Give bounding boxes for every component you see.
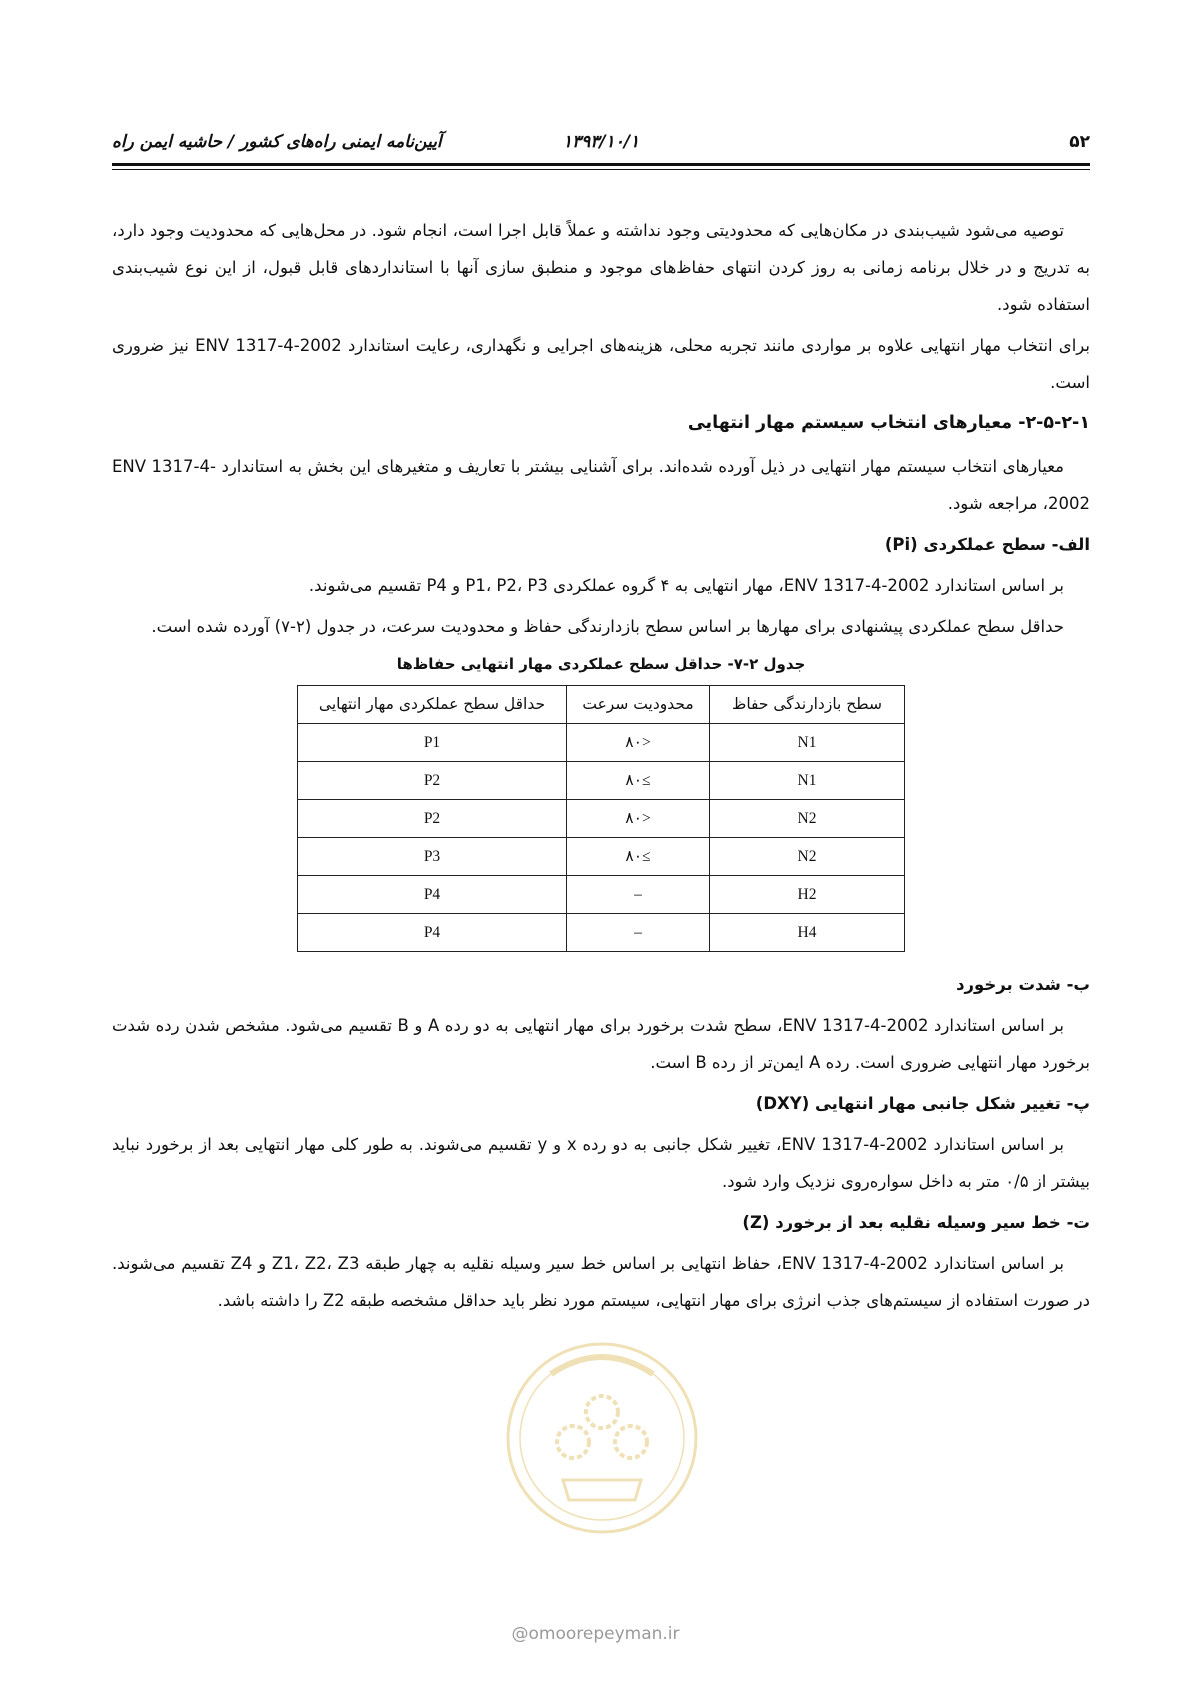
table-row (298, 800, 905, 838)
subheading-alef: الف- سطح عملکردی (Pi) (884, 535, 1090, 554)
paragraph: بر اساس استاندارد ENV 1317-4-2002، سطح شدت برخورد برای مهار انتهایی به دو رده A و B تقسیم می‌شود. مشخص شدن رده شدت برخورد مهار انتهایی ضروری است. رده A ایمن‌تر از رده B است. (112, 1016, 1090, 1072)
paragraph: حداقل سطح عملکردی پیشنهادی برای مهارها بر اساس سطح بازدارندگی حفاظ و محدودیت سرعت، در جدول (۲-۷) آورده شده است. (151, 617, 1064, 636)
table-cell: P2 (298, 800, 567, 838)
paragraph: برای انتخاب مهار انتهایی علاوه بر مواردی مانند تجربه محلی، هزینه‌های اجرایی و نگهداری، رعایت استاندارد ENV 1317-4-2002 نیز ضروری است. (112, 336, 1090, 392)
paragraph: بر اساس استاندارد ENV 1317-4-2002، مهار انتهایی به ۴ گروه عملکردی P1، P2، P3 و P4 تقسیم می‌شوند. (308, 576, 1064, 595)
watermark-seal-icon (503, 1330, 701, 1560)
table-cell: H2 (710, 876, 905, 914)
table-header-row (298, 686, 905, 724)
table-row (298, 876, 905, 914)
table-row (298, 724, 905, 762)
performance-level-table (297, 685, 905, 952)
section-heading: ۲-۵-۲-۱- معیارهای انتخاب سیستم مهار انتهایی (687, 413, 1090, 433)
table-row (298, 838, 905, 876)
document-body (112, 212, 1090, 1323)
table-cell: P4 (298, 914, 567, 952)
table-header-cell: سطح بازدارندگی حفاظ (710, 686, 905, 724)
table-cell: P2 (298, 762, 567, 800)
table-cell: N1 (710, 724, 905, 762)
subheading-be: ب- شدت برخورد (956, 975, 1090, 994)
table-cell: P1 (298, 724, 567, 762)
paragraph: بر اساس استاندارد ENV 1317-4-2002، حفاظ انتهایی بر اساس خط سیر وسیله نقلیه به چهار طبقه Z1، Z2، Z3 و Z4 تقسیم می‌شوند. در صورت استفاده از سیستم‌های جذب انرژی برای مهار انتهایی، سیستم مورد نظر باید حداقل مشخصه طبقه Z2 را داشته باشد. (112, 1254, 1090, 1310)
table-cell: H4 (710, 914, 905, 952)
table-cell: ≥۸۰ (567, 762, 710, 800)
subheading-pe: پ- تغییر شکل جانبی مهار انتهایی (DXY) (755, 1094, 1090, 1113)
header-rule-thick (112, 163, 1090, 166)
header-date: ۱۳۹۳/۱۰/۱ (562, 132, 640, 152)
table-cell: N2 (710, 838, 905, 876)
table-caption: جدول ۲-۷- حداقل سطح عملکردی مهار انتهایی حفاظ‌ها (396, 655, 806, 673)
table-cell: <۸۰ (567, 800, 710, 838)
footer-url: @omoorepeyman.ir (511, 1624, 680, 1644)
page-header (112, 128, 1090, 164)
table-cell: P3 (298, 838, 567, 876)
table-row (298, 762, 905, 800)
page-number: ۵۲ (1069, 132, 1090, 152)
header-title: آیین‌نامه ایمنی راه‌های کشور / حاشیه ایمن راه (112, 132, 442, 152)
table-cell: – (567, 876, 710, 914)
paragraph: معیارهای انتخاب سیستم مهار انتهایی در ذیل آورده شده‌اند. برای آشنایی بیشتر با تعاریف و متغیرهای این بخش به استاندارد ENV 1317-4-2002، مراجعه شود. (112, 457, 1090, 513)
subheading-te: ت- خط سیر وسیله نقلیه بعد از برخورد (Z) (742, 1213, 1090, 1232)
table-cell: N2 (710, 800, 905, 838)
table-cell: <۸۰ (567, 724, 710, 762)
table-header-cell: حداقل سطح عملکردی مهار انتهایی (298, 686, 567, 724)
table-cell: – (567, 914, 710, 952)
paragraph: بر اساس استاندارد ENV 1317-4-2002، تغییر شکل جانبی به دو رده x و y تقسیم می‌شوند. به طور کلی مهار انتهایی بعد از برخورد نباید بیشتر از ۰/۵ متر به داخل سواره‌روی نزدیک وارد شود. (112, 1135, 1090, 1191)
paragraph: توصیه می‌شود شیب‌بندی در مکان‌هایی که محدودیتی وجود نداشته و عملاً قابل اجرا است، انجام شود. در محل‌هایی که محدودیت وجود دارد، به تدریج و در خلال برنامه زمانی به روز کردن انتهای حفاظ‌های موجود و منطبق سازی آنها با استانداردهای قابل قبول، از این نوع شیب‌بندی استفاده شود. (112, 221, 1090, 314)
table-cell: P4 (298, 876, 567, 914)
table-cell: ≥۸۰ (567, 838, 710, 876)
header-rule-thin (112, 169, 1090, 170)
table-row (298, 914, 905, 952)
table-cell: N1 (710, 762, 905, 800)
table-header-cell: محدودیت سرعت (567, 686, 710, 724)
